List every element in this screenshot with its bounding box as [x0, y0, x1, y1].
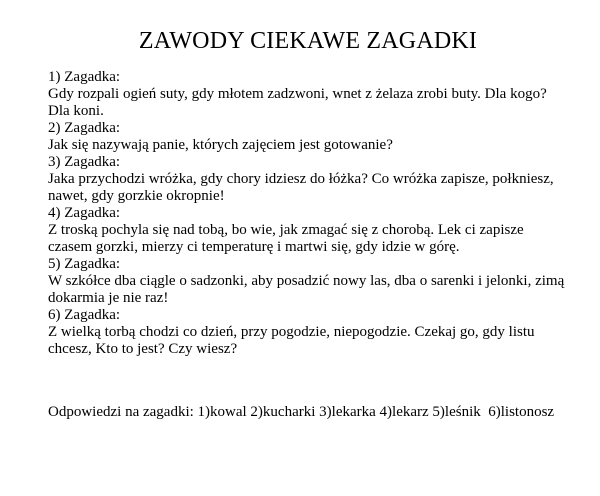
- riddle-label: 1) Zagadka:: [48, 69, 121, 85]
- riddle-5: [48, 256, 568, 307]
- riddle-text: Gdy rozpali ogień suty, gdy młotem zadzwoni, wnet z żelaza zrobi buty. Dla kogo? Dla koni.: [48, 86, 547, 119]
- riddle-6: [48, 307, 568, 358]
- answers-line: Odpowiedzi na zagadki: 1)kowal 2)kucharki 3)lekarka 4)lekarz 5)leśnik 6)listonosz: [48, 404, 555, 420]
- riddle-text: Jaka przychodzi wróżka, gdy chory idziesz do łóżka? Co wróżka zapisze, połkniesz, nawet, gdy gorzkie okropnie!: [48, 171, 554, 204]
- riddle-text: W szkółce dba ciągle o sadzonki, aby posadzić nowy las, dba o sarenki i jelonki, zimą dokarmia je nie raz!: [48, 273, 565, 306]
- riddle-text: Z troską pochyla się nad tobą, bo wie, jak zmagać się z chorobą. Lek ci zapisze czasem gorzki, mierzy ci temperaturę i martwi się, gdy idzie w górę.: [48, 222, 524, 255]
- riddle-label: 3) Zagadka:: [48, 154, 121, 170]
- riddle-label: 6) Zagadka:: [48, 307, 121, 323]
- riddle-text: Jak się nazywają panie, których zajęciem jest gotowanie?: [48, 137, 393, 153]
- riddle-label: 5) Zagadka:: [48, 256, 121, 272]
- riddle-2: [48, 120, 568, 154]
- riddle-label: 2) Zagadka:: [48, 120, 121, 136]
- riddle-1: [48, 69, 568, 120]
- riddle-4: [48, 205, 568, 256]
- document-title: ZAWODY CIEKAWE ZAGADKI: [138, 28, 478, 54]
- riddle-3: [48, 154, 568, 205]
- riddle-text: Z wielką torbą chodzi co dzień, przy pogodzie, niepogodzie. Czekaj go, gdy listu chcesz, Kto to jest? Czy wiesz?: [48, 324, 535, 357]
- riddle-list: [48, 69, 568, 358]
- riddle-label: 4) Zagadka:: [48, 205, 121, 221]
